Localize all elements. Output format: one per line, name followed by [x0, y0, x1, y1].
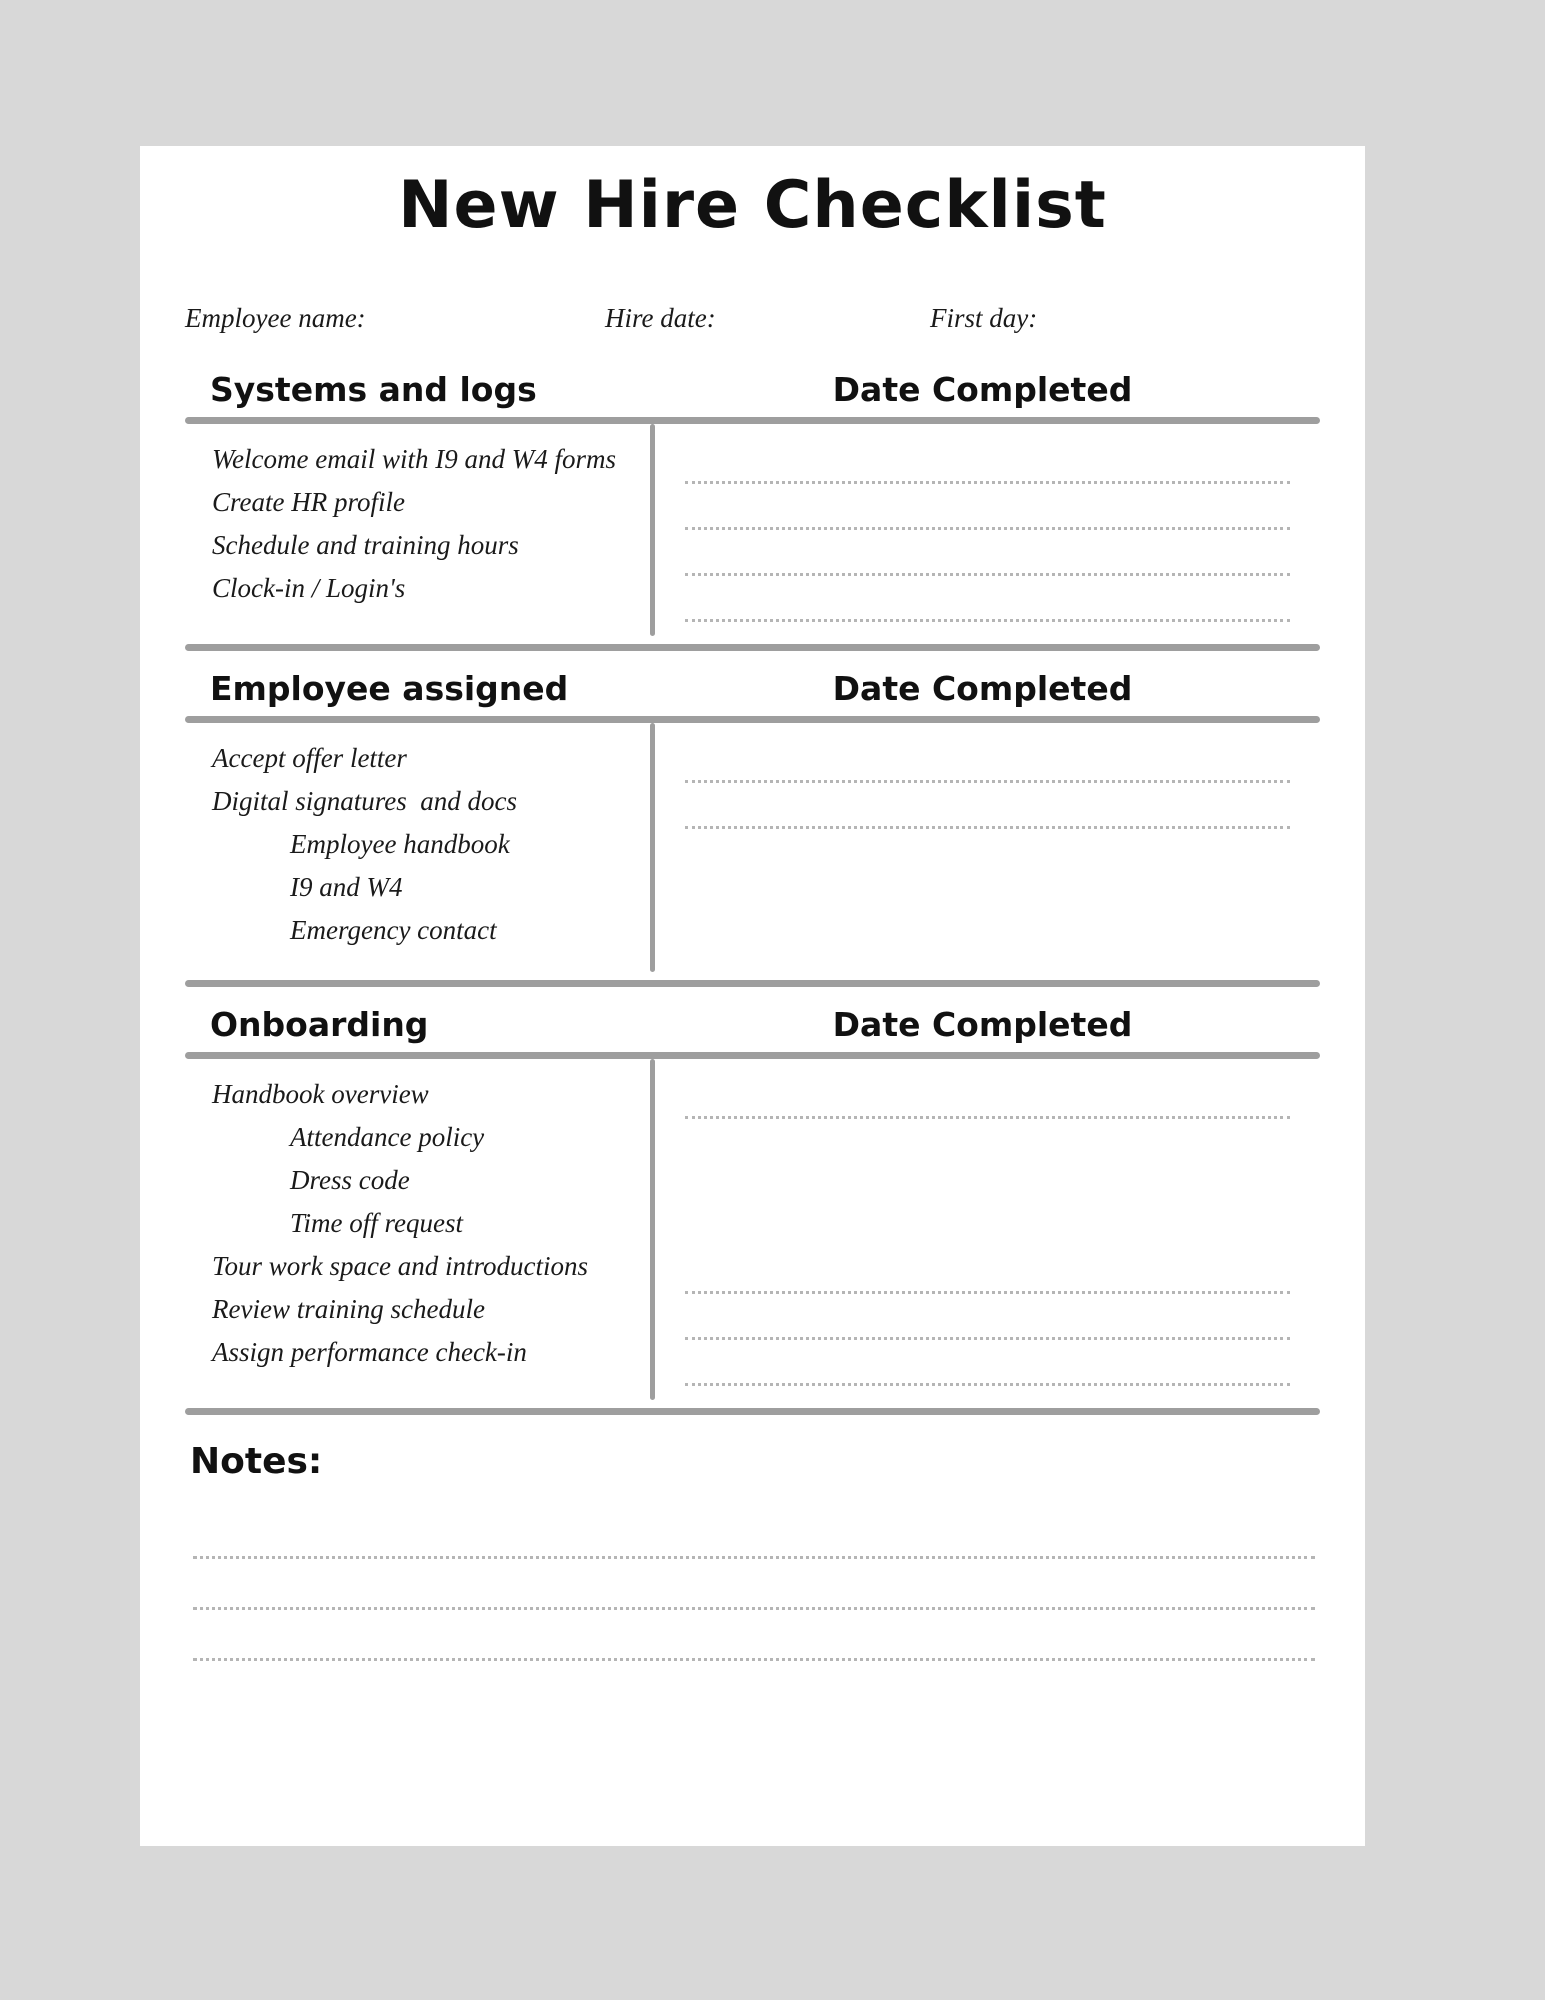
section-rule-bottom-2: [185, 980, 1320, 987]
list-item: I9 and W4: [290, 872, 403, 902]
notes-section: [140, 1441, 1365, 1661]
section-rule-bottom-3: [185, 1408, 1320, 1415]
list-item: Digital signatures and docs: [212, 786, 518, 816]
meta-fields-row: [140, 303, 1365, 334]
date-write-line[interactable]: [685, 438, 1290, 484]
items-column-3: [185, 1059, 650, 1400]
list-item: Attendance policy: [290, 1122, 485, 1152]
notes-lines: [185, 1508, 1320, 1661]
list-item: Handbook overview: [212, 1079, 429, 1109]
notes-label: Notes:: [190, 1441, 323, 1482]
section-rule-top-2: [185, 716, 1320, 723]
list-item: Review training schedule: [212, 1294, 485, 1324]
section-onboarding: [140, 1005, 1365, 1415]
date-write-line[interactable]: [685, 1340, 1290, 1386]
section-body-1: [185, 424, 1320, 636]
date-write-line-empty: [685, 829, 1290, 872]
date-write-line[interactable]: [685, 1294, 1290, 1340]
date-write-line[interactable]: [685, 1073, 1290, 1119]
date-write-line-empty: [685, 1205, 1290, 1248]
items-column-1: [185, 424, 650, 636]
section-body-3: [185, 1059, 1320, 1400]
section-rule-top-3: [185, 1052, 1320, 1059]
dates-column-1: [655, 424, 1320, 636]
section-rule-top-1: [185, 417, 1320, 424]
date-write-line[interactable]: [685, 576, 1290, 622]
hire-date-label: Hire date:: [605, 303, 716, 333]
list-item: Time off request: [290, 1208, 463, 1238]
date-write-line[interactable]: [685, 1248, 1290, 1294]
list-item: Welcome email with I9 and W4 forms: [212, 444, 616, 474]
list-item: Emergency contact: [290, 915, 497, 945]
page-title: New Hire Checklist: [398, 168, 1107, 243]
date-completed-header-3: Date Completed: [832, 1005, 1133, 1044]
section-header: [185, 669, 1320, 708]
section-body-2: [185, 723, 1320, 972]
date-completed-header-2: Date Completed: [832, 669, 1133, 708]
date-write-line-empty: [685, 1162, 1290, 1205]
notes-write-line[interactable]: [193, 1610, 1315, 1661]
list-item: Tour work space and introductions: [212, 1251, 589, 1281]
dates-column-3: [655, 1059, 1320, 1400]
date-write-line-empty: [685, 872, 1290, 915]
section-title-onboarding: Onboarding: [210, 1005, 429, 1044]
section-header: [185, 1005, 1320, 1044]
list-item: Dress code: [290, 1165, 410, 1195]
notes-write-line[interactable]: [193, 1559, 1315, 1610]
date-write-line-empty: [685, 915, 1290, 958]
section-header: [185, 370, 1320, 409]
list-item: Clock-in / Login's: [212, 573, 406, 603]
list-item: Schedule and training hours: [212, 530, 519, 560]
date-write-line-empty: [685, 1119, 1290, 1162]
list-item: Create HR profile: [212, 487, 405, 517]
date-write-line[interactable]: [685, 484, 1290, 530]
checklist-page: [140, 146, 1365, 1846]
section-title-systems-and-logs: Systems and logs: [210, 370, 537, 409]
date-write-line[interactable]: [685, 530, 1290, 576]
list-item: Employee handbook: [290, 829, 510, 859]
section-employee-assigned: [140, 669, 1365, 987]
first-day-label: First day:: [930, 303, 1038, 333]
notes-write-line[interactable]: [193, 1508, 1315, 1559]
section-title-employee-assigned: Employee assigned: [210, 669, 569, 708]
items-column-2: [185, 723, 650, 972]
list-item: Assign performance check-in: [212, 1337, 527, 1367]
dates-column-2: [655, 723, 1320, 972]
date-completed-header-1: Date Completed: [832, 370, 1133, 409]
section-systems-and-logs: [140, 370, 1365, 651]
list-item: Accept offer letter: [212, 743, 407, 773]
section-rule-bottom-1: [185, 644, 1320, 651]
date-write-line[interactable]: [685, 737, 1290, 783]
date-write-line[interactable]: [685, 783, 1290, 829]
employee-name-label: Employee name:: [185, 303, 366, 333]
